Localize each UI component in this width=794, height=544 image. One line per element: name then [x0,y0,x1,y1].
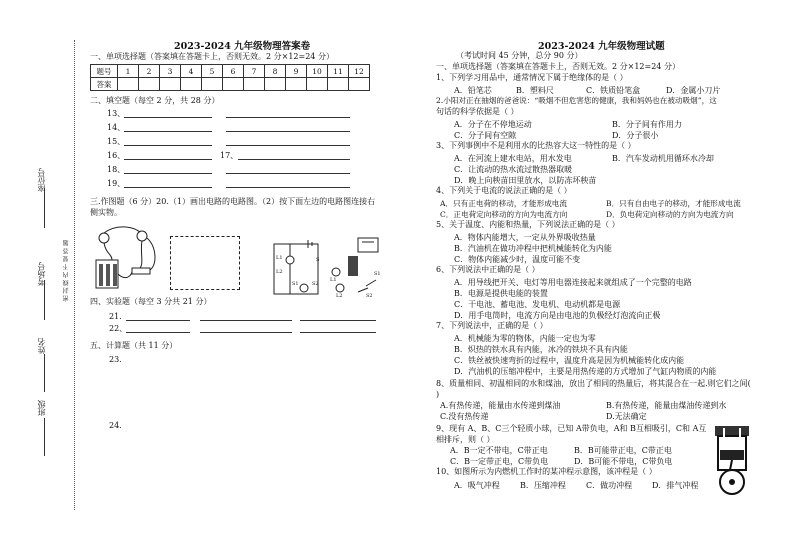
grid-number: 6 [223,65,244,78]
q4-text: 4、下列关于电流的说法正确的是（ ） [436,186,572,195]
q1-option-c: C．铁质铅笔盒 [586,86,641,95]
q5-option-b: B．汽油机在做功冲程中把机械能转化为内能 [454,244,612,253]
q7-option-d: D．汽油机的压缩冲程中，主要是用热传递的方式增加了气缸内物质的内能 [454,367,717,376]
grid-answer-cell[interactable] [181,78,202,91]
q7-option-b: B．炽热的铁水具有内能，冰冷的铁块不具有内能 [454,345,628,354]
q7-text: 7、下列说法中，正确的是（ ） [436,321,548,330]
q9-option-a: A．B一定不带电，C带正电 [450,446,548,455]
q6-text: 6、下列说法中正确的是（ ） [436,265,540,274]
grid-number: 7 [244,65,265,78]
grid-number: 4 [181,65,202,78]
exp-22-line-c[interactable] [300,332,376,333]
blank-18-line-a[interactable] [124,173,212,174]
component-label-l2: L2 [336,293,343,299]
components-figure [330,236,382,302]
component-label-s1: S1 [374,271,381,277]
grid-answer-cell[interactable] [223,78,244,91]
q3-option-a: A．在河流上建水电站，用水发电 [454,154,572,163]
section1-heading: 一、单项选择题（答案填在答题卡上，否则无效。2 分×12=24 分） [90,52,334,61]
q3-text: 3、下列事例中不是利用水的比热容大这一特性的是（ ） [436,141,636,150]
schematic-label-s: S [316,257,320,263]
grid-number: 10 [307,65,328,78]
q8-option-c: C.没有热传递 [440,412,489,421]
blank-15-line-b[interactable] [226,145,350,146]
grid-answer-cell[interactable] [328,78,349,91]
circuit-schematic-figure [268,238,328,300]
blank-14-line-a[interactable] [124,131,212,132]
exp-21-line-b[interactable] [200,320,292,321]
blank-15-line-a[interactable] [124,145,212,146]
q8-option-d: D.无法确定 [606,412,647,421]
q1-option-a: A．铅笔芯 [454,86,492,95]
q7-option-a: A．机械能为零的物体，内能一定也为零 [454,334,596,343]
answer-grid-number-row [91,65,370,78]
q9-option-b: B．B可能带正电，C带正电 [574,446,672,455]
class-line [44,418,45,456]
section3-heading: 三.作图题（6 分）20.（1）画出电路的电路图。（2）按下面左边的电路图连接右侧实物。 [90,197,376,217]
q9-option-d: D．B可能不带电，C带负电 [574,457,673,466]
q2-option-b: B．分子间有作用力 [612,120,682,129]
q5-text: 5、关于温度、内能和热量，下列说法正确的是（ ） [436,220,620,229]
q8-option-b: B.有热传递，能量由煤油传递到水 [606,401,727,410]
q10-option-c: C．做功冲程 [586,481,633,490]
grid-number: 12 [349,65,370,78]
calc-24-label: 24. [109,421,122,430]
blank-13-line-b[interactable] [226,117,350,118]
circuit-physical-drawing [92,224,164,294]
exp-21-line-c[interactable] [300,320,376,321]
grid-number: 5 [202,65,223,78]
q1-text: 1、下列学习用品中，通常情况下属于绝缘体的是（ ） [436,73,628,82]
blank-13-label: 13、 [107,109,126,118]
q5-option-c: C．物体内能减少时，温度可能不变 [454,255,581,264]
grid-answer-cell[interactable] [244,78,265,91]
q2-option-c: C．分子间有空隙 [454,131,517,140]
q4-option-d: D．负电荷定向移动的方向为电流方向 [606,210,734,219]
calc-24-answer-area[interactable] [126,422,376,512]
grid-number: 9 [286,65,307,78]
q5-option-a: A．物体内能增大，一定从外界吸收热量 [454,233,596,242]
answer-grid [90,64,370,91]
grid-answer-cell[interactable] [202,78,223,91]
grid-label-answer: 答案 [91,78,118,91]
calc-23-label: 23. [109,355,122,364]
answer-sheet-title: 2023-2024 九年级物理答案卷 [174,41,311,52]
q2-text-cont: 句话的科学依据是（ ） [436,107,519,116]
q10-text: 10、如图所示为内燃机工作时的某冲程示意图，该冲程是（ ） [436,467,657,476]
q9-text: 9、现有 A、B、C三个轻质小球，已知 A带负电，A和 B互相吸引，C和 A互相排斥，则（ ） [436,424,707,444]
circuit-physical-figure [92,224,164,294]
binding-dotted-line [74,40,75,510]
exp-22-line-b[interactable] [200,332,292,333]
q6-option-d: D．用手电筒时，电流方向是由电池的负极经灯泡流向正极 [454,311,661,320]
q10-option-b: B．压缩冲程 [520,481,566,490]
blank-13-line-a[interactable] [124,117,212,118]
name-label: 姓名 [37,338,46,354]
paper-title: 2023-2024 九年级物理试题 [538,41,665,52]
blank-16-label: 16、 [107,151,126,160]
grid-answer-cell[interactable] [265,78,286,91]
q9-option-c: C．B一定带正电，C带负电 [450,457,549,466]
grid-number: 1 [118,65,139,78]
grid-answer-cell[interactable] [286,78,307,91]
exam-room-line [44,280,45,320]
grid-answer-cell[interactable] [139,78,160,91]
grid-number: 3 [160,65,181,78]
blank-17-label: 17、 [220,151,239,160]
q4-option-c: C．正电荷定向移动的方向为电流方向 [440,210,568,219]
blank-15-label: 15、 [107,137,126,146]
blank-17-line-a[interactable] [238,159,350,160]
q3-option-d: D．晚上向秧苗田里放水，以防冻坏秧苗 [454,176,597,185]
q8-text: 8、质量相同、初温相同的水和煤油，放出了相同的热量后，将其混合在一起.则它们之间( ) [436,379,751,399]
blank-19-line-b[interactable] [226,187,350,188]
blank-14-label: 14、 [107,123,126,132]
q6-option-c: C．干电池、蓄电池、发电机、电动机都是电源 [454,300,621,309]
answer-grid-answer-row [91,78,370,91]
blank-18-line-b[interactable] [226,173,350,174]
blank-19-label: 19、 [107,179,126,188]
grid-answer-cell[interactable] [307,78,328,91]
q4-option-a: A．只有正电荷的移动，才能形成电流 [440,199,567,208]
q1-option-d: D．金属小刀片 [666,86,721,95]
schematic-label-l1: L1 [276,255,283,261]
section4-heading: 四、实验题（每空 3 分共 21 分） [90,297,212,306]
q2-text: 2.小阳对正在抽烟的爸爸说：“吸烟不但危害您的健康，我和妈妈也在被动吸烟”，这 [436,96,717,105]
blank-18-label: 18、 [107,165,126,174]
q10-option-a: A．吸气冲程 [454,481,500,490]
q2-option-d: D．分子很小 [612,131,659,140]
class-label: 班级 [37,400,46,416]
exp-21-line-a[interactable] [126,320,190,321]
grid-number: 11 [328,65,349,78]
seat-number-line [44,188,45,228]
q6-option-b: B．电源是提供电能的装置 [454,289,548,298]
blank-16-line-a[interactable] [124,159,212,160]
engine-cylinder-drawing [712,424,752,496]
component-label-s2: S2 [366,293,373,299]
q3-option-b: B．汽车发动机用循环水冷却 [612,154,714,163]
circuit-diagram-answer-box[interactable] [170,236,240,290]
paper-section1-heading: 一、单项选择题（答案填在答题卡上，否则无效。2 分×12=24 分） [436,62,680,71]
section5-heading: 五、计算题（共 11 分） [90,341,178,350]
name-line [44,354,45,392]
schematic-label-s1: S1 [292,281,299,287]
q10-option-d: D．排气冲程 [652,481,699,490]
grid-label-number: 题号 [91,65,118,78]
q3-option-c: C．让流动的热水流过散热器取暖 [454,165,573,174]
grid-answer-cell[interactable] [160,78,181,91]
grid-number: 8 [265,65,286,78]
seal-line-note: 密 封 线 内 不 要 答 题 [63,240,70,302]
component-label-l1: L1 [330,277,337,283]
q2-option-a: A．分子在不停地运动 [454,120,532,129]
grid-number: 2 [139,65,160,78]
q1-option-b: B．塑料尺 [516,86,554,95]
q7-option-c: C．铁丝被快速弯折的过程中，温度升高是因为机械能转化成内能 [454,356,685,365]
grid-answer-cell[interactable] [118,78,139,91]
schematic-label-l2: L2 [276,269,283,275]
engine-cylinder-figure [712,424,752,496]
seat-number-label: 座位号 [37,168,46,192]
grid-answer-cell[interactable] [349,78,370,91]
schematic-label-s2: S2 [312,281,319,287]
q4-option-b: B．只有自由电子的移动，才能形成电流 [606,199,741,208]
exp-22-line-a[interactable] [126,332,190,333]
calc-23-answer-area[interactable] [126,356,376,416]
q8-option-a: A.有热传递，能量由水传递到煤油 [440,401,561,410]
exp-22-label: 22、 [109,324,128,333]
exam-room-label: 考场号 [37,262,46,286]
section2-heading: 二、填空题（每空 2 分，共 28 分） [90,96,220,105]
exp-21-label: 21. [109,312,122,321]
paper-meta: （考试时间 45 分钟，总分 90 分） [456,51,583,60]
blank-19-line-a[interactable] [124,187,212,188]
q6-option-a: A．用导线把开关、电灯等用电器连接起来就组成了一个完整的电路 [454,278,692,287]
blank-14-line-b[interactable] [226,131,350,132]
